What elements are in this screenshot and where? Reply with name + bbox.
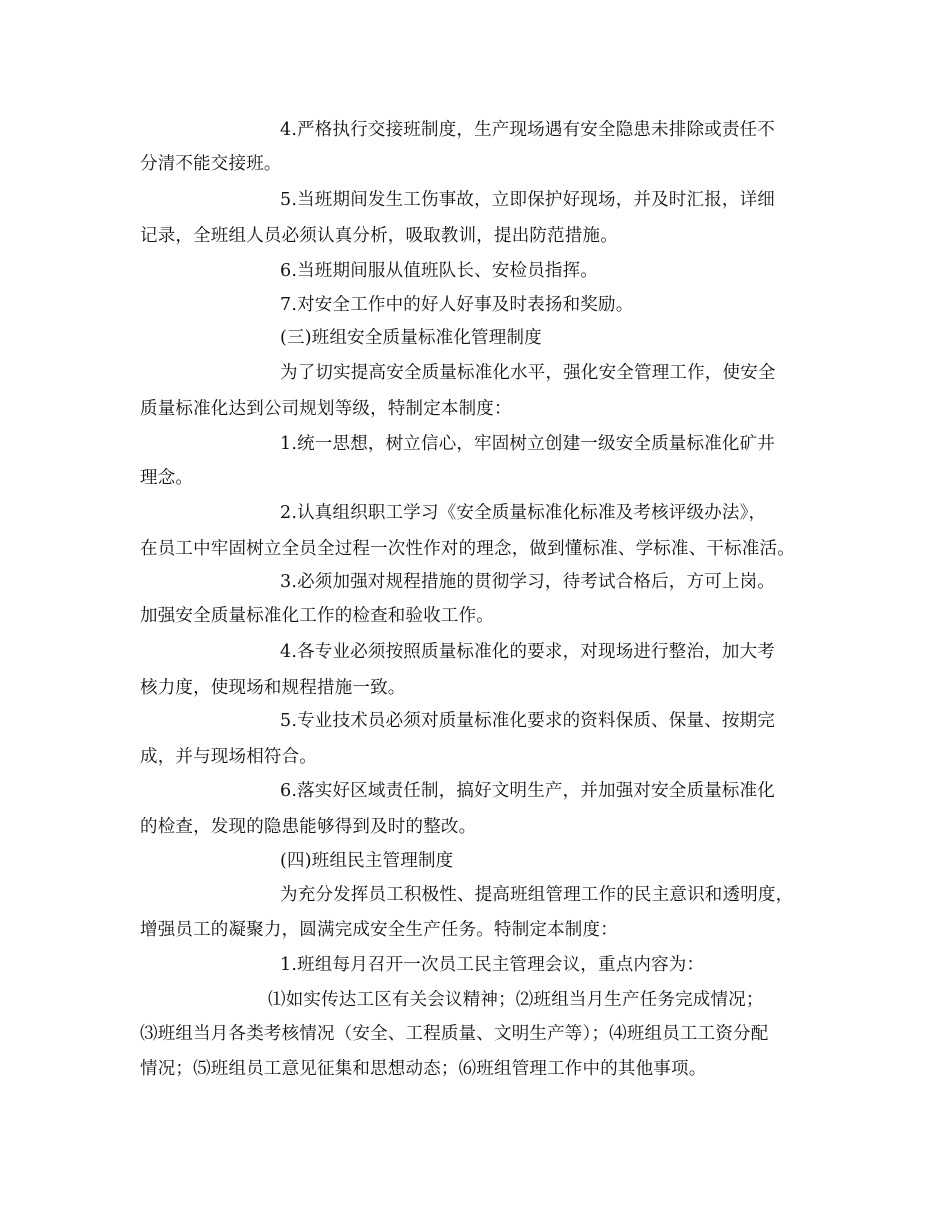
text-line: 情况；⑸班组员工意见征集和思想动态；⑹班组管理工作中的其他事项。 (140, 1059, 707, 1079)
text-line: 在员工中牢固树立全员全过程一次性作对的理念，做到懂标准、学标准、干标准活。 (140, 539, 795, 559)
text-line: ⑴如实传达工区有关会议精神；⑵班组当月生产任务完成情况； (268, 990, 764, 1010)
text-line: 分清不能交接班。 (140, 154, 282, 174)
text-line: 加强安全质量标准化工作的检查和验收工作。 (140, 606, 494, 626)
text-line: 2.认真组织职工学习《安全质量标准化标准及考核评级办法》， (280, 503, 767, 523)
text-line: 1.班组每月召开一次员工民主管理会议，重点内容为： (280, 955, 705, 975)
text-line: ⑶班组当月各类考核情况（安全、工程质量、文明生产等）；⑷班组员工工资分配 (140, 1024, 769, 1044)
text-line: 6.当班期间服从值班队长、安检员指挥。 (280, 261, 598, 281)
text-line: 1.统一思想，树立信心，牢固树立创建一级安全质量标准化矿井 (280, 434, 775, 454)
text-line: 6.落实好区域责任制，搞好文明生产，并加强对安全质量标准化 (280, 781, 775, 801)
text-line: 理念。 (140, 468, 194, 488)
text-line: 3.必须加强对规程措施的贯彻学习，待考试合格后，方可上岗。 (280, 572, 775, 592)
text-line: 为了切实提高安全质量标准化水平，强化安全管理工作，使安全 (280, 363, 776, 383)
text-line: 增强员工的凝聚力，圆满完成安全生产任务。特制定本制度： (140, 920, 618, 940)
text-line: 成，并与现场相符合。 (140, 747, 317, 767)
section-heading: (四)班组民主管理制度 (280, 851, 454, 871)
text-line: 7.对安全工作中的好人好事及时表扬和奖励。 (280, 295, 634, 315)
text-line: 记录，全班组人员必须认真分析，吸取教训，提出防范措施。 (140, 226, 618, 246)
text-line: 5.专业技术员必须对质量标准化要求的资料保质、保量、按期完 (280, 711, 775, 731)
text-line: 为充分发挥员工积极性、提高班组管理工作的民主意识和透明度， (280, 885, 794, 905)
text-line: 的检查，发现的隐患能够得到及时的整改。 (140, 817, 477, 837)
text-line: 质量标准化达到公司规划等级，特制定本制度： (140, 399, 512, 419)
text-line: 4.各专业必须按照质量标准化的要求，对现场进行整治，加大考 (280, 642, 775, 662)
text-line: 核力度，使现场和规程措施一致。 (140, 678, 406, 698)
section-heading: (三)班组安全质量标准化管理制度 (280, 328, 542, 348)
text-line: 4.严格执行交接班制度，生产现场遇有安全隐患未排除或责任不 (280, 120, 775, 140)
text-line: 5.当班期间发生工伤事故，立即保护好现场，并及时汇报，详细 (280, 190, 775, 210)
